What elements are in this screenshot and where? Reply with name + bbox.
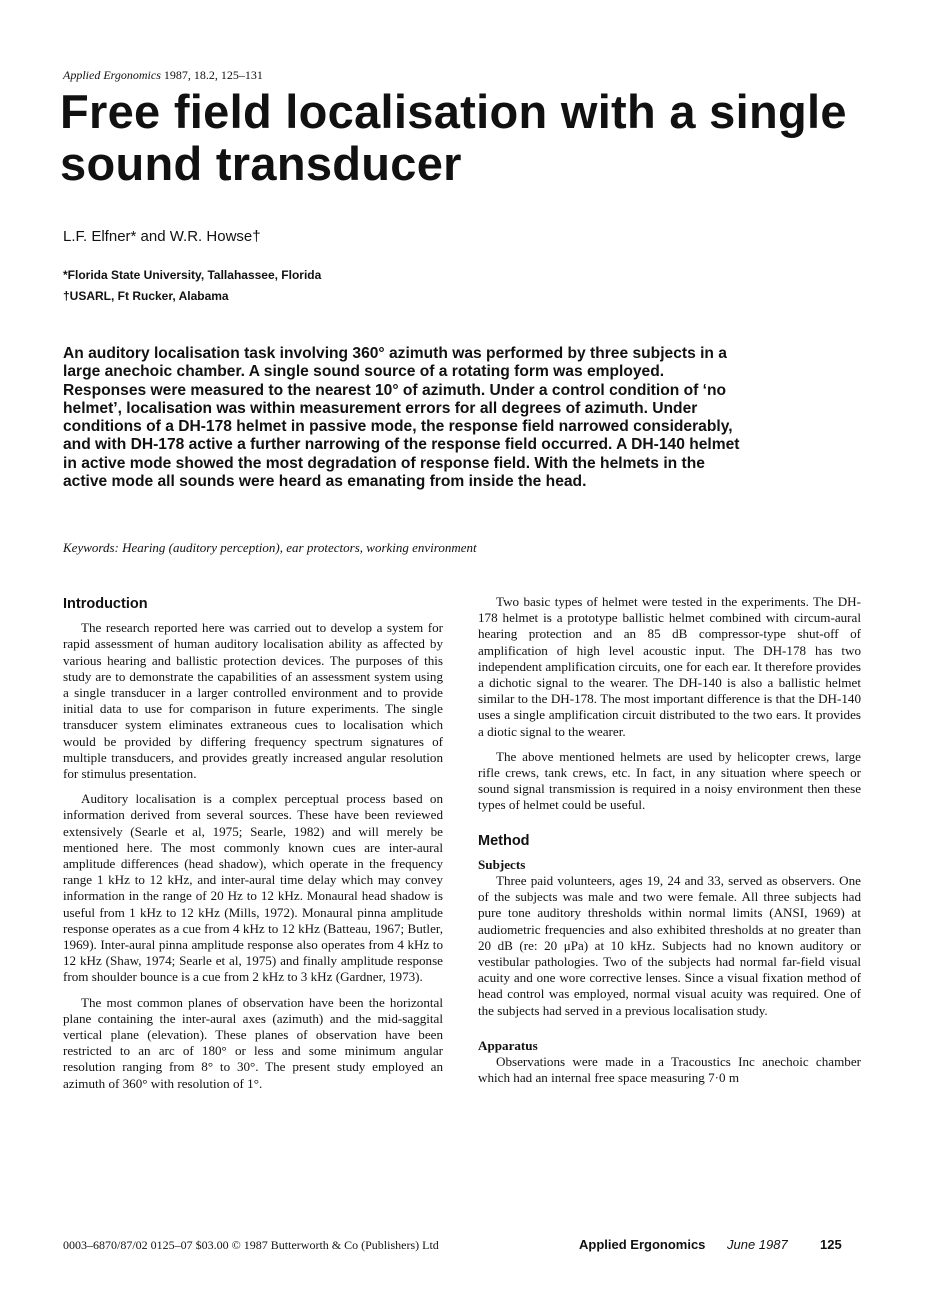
left-column [63,596,443,1101]
subjects-heading: Subjects [478,856,526,872]
authors: L.F. Elfner* and W.R. Howse† [63,228,261,245]
keywords: Keywords: Hearing (auditory perception), ear protectors, working environment [63,540,477,555]
method-heading: Method [478,832,530,849]
footer-code: 0003–6870/87/02 0125–07 $03.00 © 1987 Butterworth & Co (Publishers) Ltd [63,1238,439,1252]
subjects-paragraph: Three paid volunteers, ages 19, 24 and 33, served as observers. One of the subjects was male and two were female. All three subjects had pure tone auditory thresholds within normal limits (ANSI, 1969) at audiometric frequencies and also exhibited thresholds at no greater than 20 dB (re: 20 μPa) at 10 kHz. Subjects had no known auditory or vestibular pathologies. Two of the subjects had normal far-field visual acuity and one wore corrective lenses. Since a visual fixation method of head control was employed, normal visual acuity was required. One of the subjects had served in a previous localisation study. [478,873,861,1018]
abstract: An auditory localisation task involving 360° azimuth was performed by three subjects in a large anechoic chamber. A single sound source of a rotating form was employed. Responses were measured to the nearest 10° of azimuth. Under a control condition of ‘no helmet’, localisation was within measurement errors for all degrees of azimuth. Under conditions of a DH-178 helmet in passive mode, the response field narrowed considerably, and with DH-178 active a further narrowing of the response field occurred. A DH-140 helmet in active mode showed the most degradation of response field. With the helmets in the active mode all sounds were heard as emanating from inside the head. [63,345,740,491]
helmet-paragraph-2: The above mentioned helmets are used by helicopter crews, large rifle crews, tank crews, etc. In fact, in any situation where speech or sound signal transmission is required in a noisy environment then these types of helmet could be useful. [478,748,861,813]
page-number: 125 [820,1237,842,1252]
intro-paragraph-3: The most common planes of observation have been the horizontal plane containing the inter-aural axes (azimuth) and the mid-saggital vertical plane (elevation). These planes of observation have been restricted to an arc of 180° or less and some minimum angular resolution ranging from 8° to 30°. The present study employed an azimuth of 360° with resolution of 1°. [63,994,443,1091]
affiliation-1: *Florida State University, Tallahassee, Florida [63,268,322,282]
helmet-paragraph-1: Two basic types of helmet were tested in the experiments. The DH-178 helmet is a prototype ballistic helmet combined with circum-aural hearing protection and an 85 dB compressor-type shut-off of amplification of high level acoustic input. The DH-178 has two independent amplification circuits, one for each ear. It therefore provides a dichotic signal to the wearer. The DH-140 is also a ballistic helmet similar to the DH-178. The most important difference is that the DH-140 uses a single amplification circuit distributed to the two ears. It provides a diotic signal to the wearer. [478,594,861,739]
right-column [478,594,861,1095]
footer-journal: Applied Ergonomics [579,1237,706,1252]
apparatus-paragraph: Observations were made in a Tracoustics Inc anechoic chamber which had an internal free space measuring 7·0 m [478,1054,861,1086]
introduction-heading: Introduction [63,596,148,612]
journal-reference [63,68,263,83]
intro-paragraph-1: The research reported here was carried out to develop a system for rapid assessment of human auditory localisation ability as affected by various hearing and ballistic protection devices. The purposes of this study are to demonstrate the capabilities of an assessment system using a single transducer in a larger controlled environment and to provide initial data to use for comparison in future experiments. The single transducer system eliminates extraneous cues to localisation which would be provided by differing frequency spectrum signatures of multiple transducers, and provides greatly increased angular resolution for stimulus presentation. [63,620,443,782]
journal-name: Applied Ergonomics [63,68,161,82]
affiliation-2: †USARL, Ft Rucker, Alabama [63,289,229,303]
article-title: Free field localisation with a single sound transducer [60,85,847,190]
journal-volume: 1987, 18.2, 125–131 [160,68,263,82]
intro-paragraph-2: Auditory localisation is a complex perceptual process based on information derived from several sources. These have been reviewed extensively (Searle et al, 1975; Searle, 1982) and will merely be mentioned here. The most commonly known cues are inter-aural amplitude differences (head shadow), which operate in the frequency range 1 kHz to 12 kHz, and inter-aural time delay which may convey information in the range of 20 Hz to 12 kHz. Monaural head shadow is useful from 1 kHz to 12 kHz (Mills, 1972). Monaural pinna amplitude response operates as a cue from 4 kHz to 12 kHz (Batteau, 1967; Butler, 1969). Inter-aural pinna amplitude response also operates from 4 kHz to 12 kHz (Shaw, 1974; Searle et al, 1975) and finally amplitude response from shoulder bounce is a cue from 2 kHz to 3 kHz (Gardner, 1973). [63,791,443,985]
footer-date: June 1987 [727,1237,788,1252]
apparatus-heading: Apparatus [478,1037,538,1053]
